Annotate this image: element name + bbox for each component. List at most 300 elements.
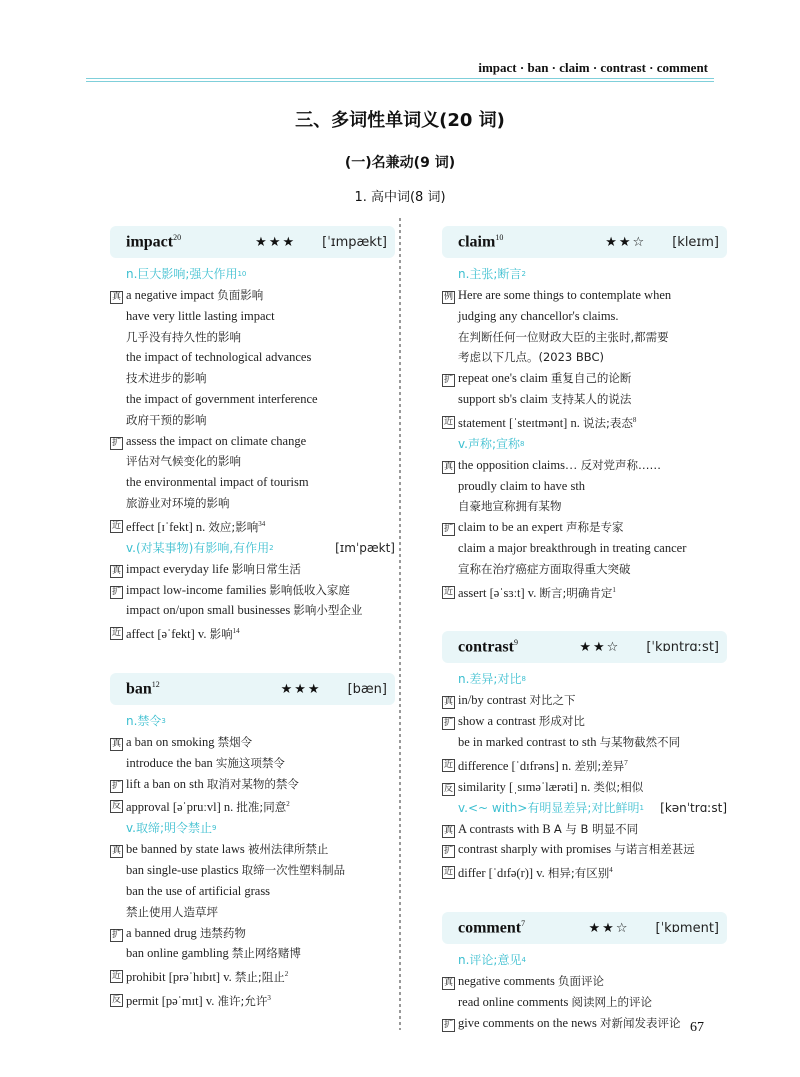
english-text: have very little lasting impact [126, 308, 275, 323]
tag-slot [442, 496, 458, 517]
tag-slot [442, 476, 458, 497]
tag-badge: 扩 [443, 846, 453, 857]
chinese-text: 实施这项禁令 [215, 755, 285, 770]
chinese-text: 几乎没有持久性的影响 [126, 329, 241, 344]
english-text: ban single-use plastics [126, 863, 239, 878]
header-rule [86, 78, 714, 79]
column-divider [396, 218, 404, 1030]
entry-gap [442, 884, 727, 912]
headword-frequency: 20 [173, 232, 182, 242]
headword [458, 233, 503, 251]
english-text: show a contrast [458, 714, 536, 729]
example-text [458, 971, 727, 992]
tag-badge: 反 [111, 995, 121, 1006]
chinese-text: 相异;有区别 [547, 866, 610, 881]
example-text [458, 1013, 727, 1034]
tag-slot [442, 777, 458, 798]
example-row [110, 410, 395, 431]
chinese-text: 差别;差异 [574, 759, 625, 774]
chinese-text: 形成对比 [538, 714, 585, 729]
tag-slot [110, 881, 126, 902]
chinese-text: 禁止网络赌博 [231, 946, 301, 961]
example-text [126, 621, 395, 645]
example-row [442, 306, 727, 327]
example-text [126, 902, 395, 923]
tag-slot [110, 923, 126, 944]
english-text: ban online gambling [126, 946, 229, 961]
tag-badge: 反 [111, 801, 121, 812]
tag-badge: 扩 [111, 437, 121, 448]
star-rating: ★★☆ [579, 639, 621, 655]
tag-slot [110, 774, 126, 795]
tag-slot [442, 517, 458, 538]
example-row [110, 753, 395, 774]
headword-text: claim [458, 233, 496, 251]
example-row [442, 753, 727, 777]
english-text: proudly claim to have sth [458, 478, 586, 493]
example-row [442, 410, 727, 434]
headword-frequency: 9 [513, 638, 518, 648]
chinese-text: 禁止;阻止 [234, 970, 285, 985]
chinese-text: 类似;相似 [593, 779, 644, 794]
example-text [126, 988, 395, 1012]
headword [458, 919, 525, 937]
example-text [126, 794, 395, 818]
section-title: 三、多词性单词义(20 词) [295, 110, 505, 131]
tag-slot [110, 285, 126, 306]
example-text [458, 455, 727, 476]
headword [458, 638, 518, 656]
english-text: approval [əˈpruːvl] n. [126, 800, 234, 815]
chinese-text: 支持某人的说法 [550, 391, 632, 406]
tag-badge: 真 [443, 978, 453, 989]
headword-text: comment [458, 919, 522, 937]
example-text [458, 496, 727, 517]
example-text [126, 559, 395, 580]
phonetic: [bæn] [347, 681, 387, 697]
tag-slot [110, 368, 126, 389]
phonetic: [kleɪm] [672, 234, 719, 250]
english-text: support sb's claim [458, 391, 548, 406]
example-row [110, 839, 395, 860]
chinese-text: 与诺言相差甚远 [614, 842, 695, 857]
sense-frequency: 4 [521, 956, 526, 965]
example-text [458, 538, 727, 559]
tag-slot [110, 860, 126, 881]
tag-badge: 扩 [111, 586, 121, 597]
sense-text: v.声称;宣称 [458, 436, 521, 451]
example-text [126, 943, 395, 964]
phonetic: [ˈɪmpækt] [322, 234, 387, 250]
word-header [110, 673, 395, 705]
english-text: the impact of government interference [126, 391, 318, 406]
example-row [442, 389, 727, 410]
example-text [126, 451, 395, 472]
sense-text: v.<~ with>有明显差异;对比鲜明 [458, 800, 640, 815]
tag-slot [110, 964, 126, 988]
tag-slot [442, 992, 458, 1013]
example-text [126, 600, 395, 621]
tag-slot [442, 690, 458, 711]
example-text [458, 580, 727, 604]
example-row [442, 476, 727, 497]
chinese-text: 自豪地宣称拥有某物 [458, 499, 562, 514]
chinese-text: 技术进步的影响 [126, 371, 207, 386]
tag-badge: 近 [111, 628, 121, 639]
example-row [110, 580, 395, 601]
sense-text: n.差异;对比 [458, 672, 522, 687]
example-text [126, 410, 395, 431]
sense-label [110, 818, 395, 839]
chinese-text: 影响 [209, 627, 233, 642]
example-row [110, 621, 395, 645]
tag-badge: 真 [443, 461, 453, 472]
english-text: Here are some things to contemplate when [458, 288, 672, 302]
sense-frequency: 2 [521, 270, 526, 278]
tag-slot [110, 839, 126, 860]
chinese-text: 政府干预的影响 [126, 412, 207, 427]
example-row [442, 839, 727, 860]
tag-badge: 扩 [111, 780, 121, 791]
english-text: a negative impact [126, 288, 215, 302]
tag-slot [442, 538, 458, 559]
example-text [458, 992, 727, 1013]
frequency-sup: 1 [612, 585, 616, 594]
english-text: impact on/upon small businesses [126, 603, 291, 618]
sense-label [442, 669, 727, 690]
chinese-text: 负面评论 [557, 974, 604, 989]
sense-text: n.禁令 [126, 714, 162, 729]
example-row [110, 902, 395, 923]
chinese-text: 在判断任何一位财政大臣的主张时,都需要 [458, 329, 669, 344]
chinese-text: 阅读网上的评论 [571, 994, 653, 1009]
tag-slot [110, 389, 126, 410]
example-text [458, 517, 727, 538]
tag-slot [442, 389, 458, 410]
tag-slot [110, 621, 126, 645]
headword [126, 233, 181, 251]
tag-slot [442, 306, 458, 327]
tag-slot [442, 580, 458, 604]
headword-text: contrast [458, 638, 514, 656]
example-text [458, 285, 727, 306]
example-row [110, 431, 395, 452]
chinese-text: 旅游业对环境的影响 [126, 495, 230, 510]
english-text: assess the impact on climate change [126, 433, 307, 448]
tag-badge: 真 [111, 292, 121, 302]
headword-frequency: 7 [521, 918, 526, 928]
example-text [126, 347, 395, 368]
tag-badge: 扩 [443, 375, 453, 386]
example-row [110, 306, 395, 327]
example-row [110, 347, 395, 368]
english-text: repeat one's claim [458, 371, 548, 386]
example-row [110, 600, 395, 621]
example-text [458, 389, 727, 410]
english-text: statement [ˈsteɪtmənt] n. [458, 415, 580, 430]
tag-slot [442, 410, 458, 434]
tag-slot [442, 1013, 458, 1034]
chinese-text: 考虑以下几点。(2023 BBC) [458, 350, 605, 365]
example-text [458, 327, 727, 348]
example-row [442, 690, 727, 711]
tag-slot [442, 285, 458, 306]
tag-slot [442, 455, 458, 476]
chinese-text: 影响日常生活 [231, 561, 301, 576]
entry-gap [110, 645, 395, 673]
example-text [126, 753, 395, 774]
english-text: be in marked contrast to sth [458, 735, 597, 750]
english-text: the environmental impact of tourism [126, 475, 309, 490]
header-rule-2 [86, 81, 714, 82]
word-header [442, 631, 727, 663]
english-text: introduce the ban [126, 755, 213, 770]
star-rating: ★★☆ [588, 920, 630, 936]
sense-text: n.巨大影响;强大作用 [126, 267, 238, 281]
example-row [442, 992, 727, 1013]
english-text: similarity [ˌsɪməˈlærəti] n. [458, 779, 591, 794]
sense-phonetic: [ɪmˈpækt] [335, 540, 395, 555]
chinese-text: 宣称在治疗癌症方面取得重大突破 [458, 561, 631, 576]
example-text [458, 368, 727, 389]
star-rating: ★★☆ [605, 234, 647, 250]
example-text [126, 774, 395, 795]
example-row [442, 971, 727, 992]
chinese-text: 取消对某物的禁令 [206, 776, 299, 791]
tag-slot [442, 819, 458, 840]
example-text [458, 860, 727, 884]
example-text [458, 410, 727, 434]
example-row [442, 455, 727, 476]
sense-frequency: 8 [521, 675, 526, 684]
tag-slot [442, 753, 458, 777]
example-text [458, 347, 727, 368]
sense-frequency: 2 [269, 543, 274, 552]
entry-gap [442, 603, 727, 631]
sense-frequency: 10 [237, 270, 247, 278]
example-text [126, 923, 395, 944]
english-text: the opposition claims… [458, 457, 578, 472]
example-row [442, 819, 727, 840]
example-text [126, 881, 395, 902]
example-text [126, 964, 395, 988]
tag-badge: 近 [443, 759, 453, 770]
example-text [458, 690, 727, 711]
phonetic: [ˈkɒment] [655, 920, 719, 936]
chinese-text: 取缔一次性塑料制品 [241, 863, 346, 878]
tag-slot [110, 753, 126, 774]
tag-badge: 近 [443, 416, 453, 427]
example-text [458, 753, 727, 777]
sense-label [110, 711, 395, 732]
tag-badge: 近 [111, 971, 121, 982]
english-text: a banned drug [126, 925, 197, 940]
english-text: differ [ˈdɪfə(r)] v. [458, 866, 545, 881]
tag-badge: 真 [111, 739, 121, 750]
example-row [110, 389, 395, 410]
example-row [442, 327, 727, 348]
example-text [458, 306, 727, 327]
sense-text: n.主张;断言 [458, 267, 522, 281]
example-row [110, 860, 395, 881]
chinese-text: 评估对气候变化的影响 [126, 454, 241, 469]
example-row [110, 368, 395, 389]
sense-frequency: 8 [520, 439, 525, 448]
tag-badge: 例 [443, 292, 453, 302]
example-row [110, 493, 395, 514]
frequency-sup: 14 [232, 627, 240, 636]
example-row [110, 964, 395, 988]
example-text [126, 389, 395, 410]
sense-label [442, 950, 727, 971]
example-row [442, 517, 727, 538]
example-row [110, 943, 395, 964]
example-row [442, 777, 727, 798]
sense-label [442, 264, 727, 285]
english-text: negative comments [458, 974, 555, 989]
tag-slot [442, 860, 458, 884]
tag-slot [110, 410, 126, 431]
example-text [126, 860, 395, 881]
example-row [442, 285, 727, 306]
english-text: ban the use of artificial grass [126, 884, 271, 898]
example-row [110, 988, 395, 1012]
example-row [110, 732, 395, 753]
sense-text: v.取缔;明令禁止 [126, 821, 213, 836]
sense-label [110, 264, 395, 285]
tag-badge: 真 [443, 825, 453, 836]
example-row [442, 1013, 727, 1034]
example-row [442, 860, 727, 884]
tag-slot [110, 514, 126, 538]
tag-badge: 扩 [443, 718, 453, 729]
tag-slot [110, 493, 126, 514]
tag-badge: 扩 [111, 929, 121, 940]
example-text [126, 514, 395, 538]
tag-slot [110, 347, 126, 368]
english-text: affect [əˈfekt] v. [126, 627, 207, 642]
english-text: impact everyday life [126, 561, 229, 576]
right-column [442, 226, 727, 1034]
headword-text: ban [126, 680, 152, 698]
tag-slot [110, 600, 126, 621]
sense-phonetic: [kənˈtrɑːst] [660, 800, 727, 815]
english-text: lift a ban on sth [126, 776, 204, 791]
tag-badge: 真 [443, 697, 453, 708]
english-text: claim a major breakthrough in treating cancer [458, 540, 687, 555]
headword-text: impact [126, 233, 174, 251]
chinese-text: 影响低收入家庭 [269, 582, 350, 597]
chinese-text: 批准;同意 [236, 800, 287, 815]
example-row [442, 711, 727, 732]
example-row [110, 774, 395, 795]
frequency-sup: 4 [609, 866, 613, 875]
tag-slot [442, 839, 458, 860]
english-text: claim to be an expert [458, 520, 563, 535]
tag-slot [110, 559, 126, 580]
english-text: judging any chancellor's claims. [458, 308, 619, 323]
frequency-sup: 2 [284, 970, 289, 979]
tag-badge: 近 [111, 520, 121, 531]
tag-slot [442, 327, 458, 348]
example-text [126, 839, 395, 860]
english-text: effect [ɪˈfekt] n. [126, 519, 206, 534]
tag-badge: 扩 [443, 524, 453, 535]
chinese-text: A 与 B 明显不同 [553, 821, 639, 836]
headword [126, 680, 160, 698]
example-text [458, 777, 727, 798]
chinese-text: 与某物截然不同 [599, 735, 681, 750]
chinese-text: 影响小型企业 [293, 603, 363, 618]
example-text [458, 711, 727, 732]
example-row [442, 496, 727, 517]
example-row [442, 559, 727, 580]
example-row [110, 327, 395, 348]
example-row [442, 538, 727, 559]
word-header [110, 226, 395, 258]
tag-badge: 真 [111, 565, 121, 576]
tag-slot [110, 902, 126, 923]
example-row [110, 794, 395, 818]
chinese-text: 反对党声称…… [580, 457, 662, 472]
frequency-sup: 7 [624, 758, 628, 767]
example-row [110, 451, 395, 472]
headword-frequency: 10 [495, 232, 504, 242]
example-text [458, 819, 727, 840]
english-text: give comments on the news [458, 1015, 597, 1030]
example-text [458, 839, 727, 860]
example-row [442, 347, 727, 368]
chinese-text: 声称是专家 [565, 520, 624, 535]
tag-slot [442, 732, 458, 753]
chinese-text: 禁止使用人造草坪 [126, 904, 218, 919]
frequency-sup: 2 [286, 800, 290, 809]
chinese-text: 对新闻发表评论 [600, 1015, 681, 1030]
example-row [110, 559, 395, 580]
tag-badge: 近 [443, 586, 453, 597]
chinese-text: 负面影响 [217, 288, 264, 302]
example-text [126, 368, 395, 389]
example-row [110, 923, 395, 944]
tag-badge: 扩 [443, 1019, 453, 1030]
word-header [442, 912, 727, 944]
chinese-text: 重复自己的论断 [550, 371, 632, 386]
tag-slot [110, 451, 126, 472]
example-text [126, 327, 395, 348]
example-row [110, 514, 395, 538]
sense-frequency: 1 [639, 803, 644, 812]
chinese-text: 违禁药物 [199, 925, 246, 940]
example-row [442, 368, 727, 389]
chinese-text: 断言;明确肯定 [539, 585, 613, 600]
tag-slot [442, 971, 458, 992]
english-text: read online comments [458, 994, 569, 1009]
sense-text: n.评论;意见 [458, 953, 522, 968]
example-row [110, 472, 395, 493]
sense-text: v.(对某事物)有影响,有作用 [126, 540, 270, 555]
tag-slot [110, 794, 126, 818]
frequency-sup: 3 [267, 994, 271, 1003]
english-text: A contrasts with B [458, 821, 551, 836]
example-row [442, 732, 727, 753]
tag-slot [110, 327, 126, 348]
tag-slot [442, 559, 458, 580]
english-text: impact low-income families [126, 582, 267, 597]
tag-slot [110, 988, 126, 1012]
headword-frequency: 12 [151, 679, 160, 689]
page-number: 67 [690, 1020, 704, 1035]
section-subtitle: (一)名兼动(9 词) [344, 155, 456, 171]
